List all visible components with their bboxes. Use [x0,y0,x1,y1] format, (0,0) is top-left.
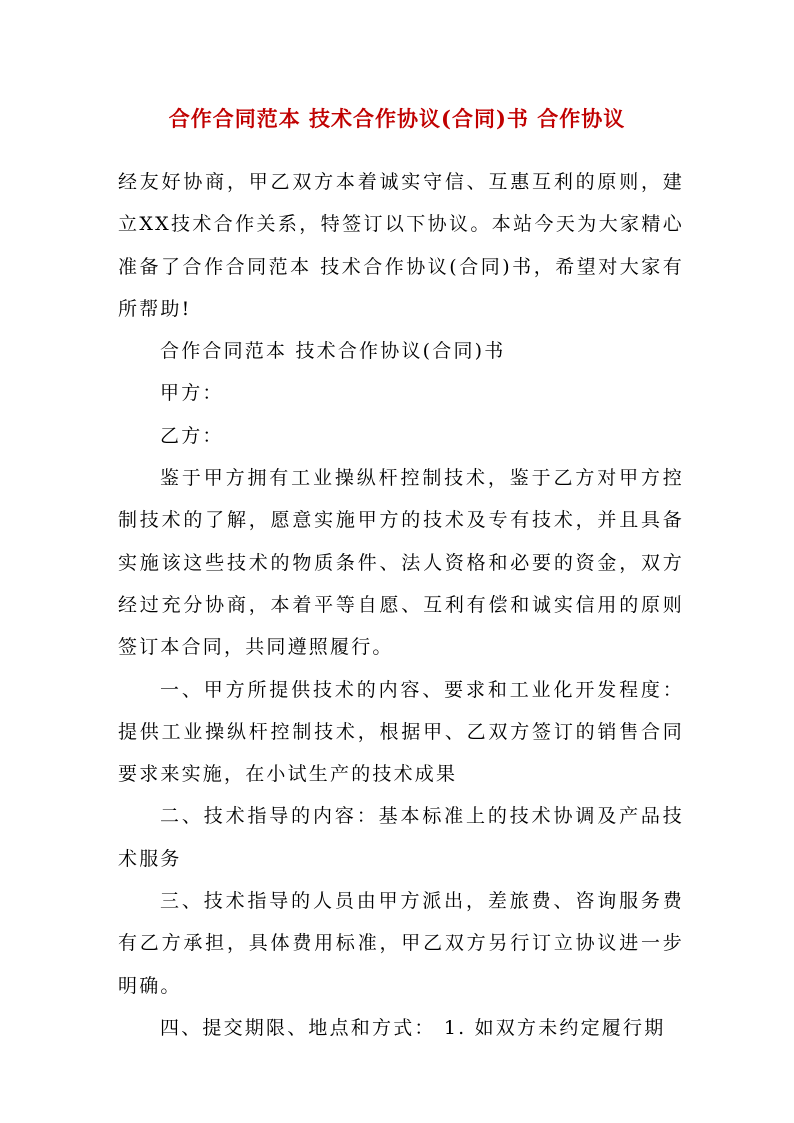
document-body [118,161,684,1049]
clause-4-paragraph: 四、提交期限、地点和方式： 1. 如双方未约定履行期 [160,1016,666,1039]
intro-paragraph: 经友好协商，甲乙双方本着诚实守信、互惠互利的原则，建立XX技术合作关系，特签订以下协议。本站今天为大家精心准备了合作合同范本 技术合作协议(合同)书，希望对大家有所帮助! [118,171,684,320]
clause-2-paragraph: 二、技术指导的内容：基本标准上的技术协调及产品技术服务 [118,805,684,870]
party-a-line: 甲方： [160,382,224,405]
clause-1-paragraph: 一、甲方所提供技术的内容、要求和工业化开发程度：提供工业操纵杆控制技术，根据甲、乙双方签订的销售合同要求来实施，在小试生产的技术成果 [118,678,684,786]
party-b-line: 乙方： [160,424,224,447]
preamble-paragraph: 鉴于甲方拥有工业操纵杆控制技术，鉴于乙方对甲方控制技术的了解，愿意实施甲方的技术及专有技术，并且具备实施该这些技术的物质条件、法人资格和必要的资金，双方经过充分协商，本着平等自愿、互利有偿和诚实信用的原则签订本合同，共同遵照履行。 [118,467,684,659]
document-title: 合作合同范本 技术合作协议(合同)书 合作协议 [168,106,626,131]
clause-3-paragraph: 三、技术指导的人员由甲方派出，差旅费、咨询服务费有乙方承担，具体费用标准，甲乙双方另行订立协议进一步明确。 [118,890,684,997]
contract-heading: 合作合同范本 技术合作协议(合同)书 [160,340,506,363]
